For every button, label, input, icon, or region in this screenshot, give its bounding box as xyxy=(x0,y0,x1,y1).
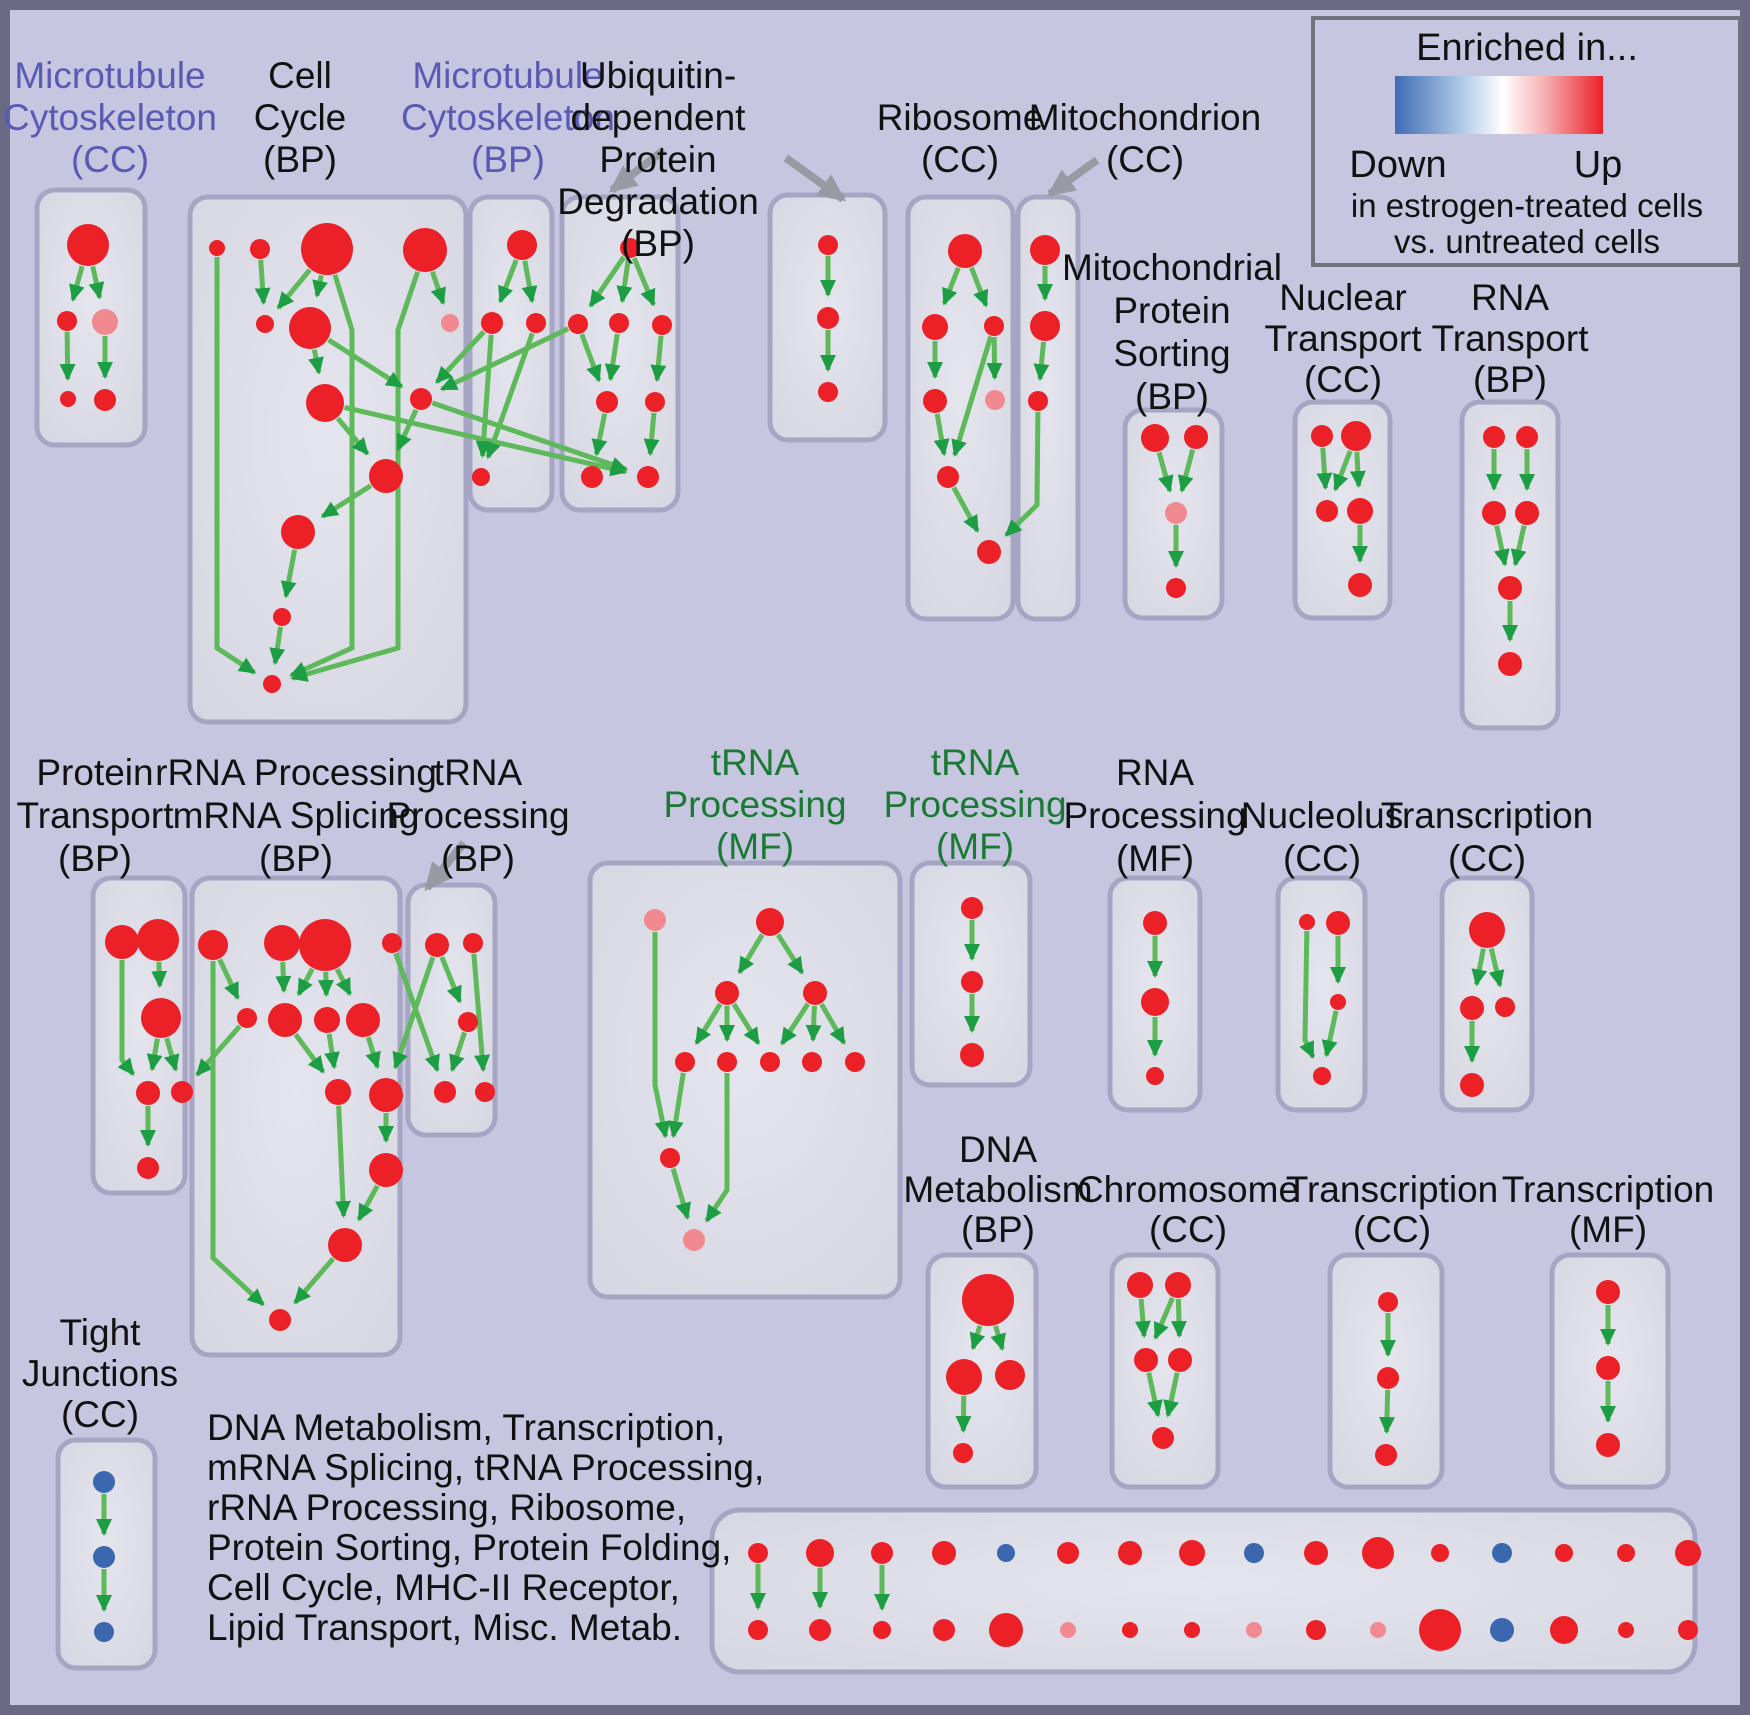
label-rtrans-line1: RNA xyxy=(1470,276,1550,318)
label-mito-line2: (CC) xyxy=(1105,138,1185,180)
grid-node-top-13 xyxy=(1492,1543,1512,1563)
node-nucl-m xyxy=(1330,994,1346,1010)
label-tight-line1: Tight xyxy=(59,1311,141,1353)
label-trnamf1-line1: tRNA xyxy=(710,741,800,783)
grid-node-bottom-8 xyxy=(1184,1622,1200,1638)
legend-subtitle-1: in estrogen-treated cells xyxy=(1350,187,1704,224)
node-trnamf1-b4 xyxy=(802,1052,822,1072)
label-trnabp-line1: tRNA xyxy=(433,751,523,793)
grid-node-top-11 xyxy=(1362,1537,1394,1569)
node-trnabp-b1 xyxy=(434,1081,456,1103)
label-trnabp-line3: (BP) xyxy=(441,837,515,879)
node-rrna-m4 xyxy=(346,1003,380,1037)
node-ubiq1-b2 xyxy=(637,466,659,488)
grid-node-top-8 xyxy=(1179,1540,1205,1566)
grid-node-top-2 xyxy=(806,1539,834,1567)
node-tmf-n1 xyxy=(1596,1280,1620,1304)
edge-trnamf1.m2-trnamf1.b4 xyxy=(813,1006,814,1040)
node-tmf-n2 xyxy=(1596,1356,1620,1380)
label-ubiq-line4: Degradation xyxy=(557,180,759,222)
node-rtrans-t2 xyxy=(1516,426,1538,448)
label-chrom-line1: Chromosome xyxy=(1076,1168,1300,1210)
label-trnamf1-line3: (MF) xyxy=(715,825,795,867)
node-mcc-d xyxy=(60,391,76,407)
node-msort-b xyxy=(1166,578,1186,598)
node-trnamf2-n3 xyxy=(960,1043,984,1067)
node-rtrans-l xyxy=(1498,576,1522,600)
label-tmf-line2: (MF) xyxy=(1568,1208,1648,1250)
label-trnamf2-line3: (MF) xyxy=(935,825,1015,867)
legend xyxy=(1313,18,1740,265)
footer-note-line4: Protein Sorting, Protein Folding, xyxy=(207,1526,732,1568)
node-mcc-e xyxy=(94,389,116,411)
node-mcbp-m2 xyxy=(526,313,546,333)
legend-subtitle-2: vs. untreated cells xyxy=(1394,223,1660,260)
label-msort-line4: (BP) xyxy=(1135,375,1209,417)
grid-node-top-7 xyxy=(1118,1541,1142,1565)
grid-node-top-15 xyxy=(1617,1544,1635,1562)
label-tight-line2: Junctions xyxy=(21,1352,179,1394)
node-ptrans-b xyxy=(137,1157,159,1179)
node-ubiq1-m1 xyxy=(596,391,618,413)
node-ubiq2-n2 xyxy=(817,307,839,329)
label-rrna-line3: (BP) xyxy=(259,837,333,879)
grid-node-bottom-6 xyxy=(1060,1622,1076,1638)
grid-node-bottom-14 xyxy=(1550,1616,1578,1644)
node-rtrans-m1 xyxy=(1482,501,1506,525)
node-cc-t3 xyxy=(301,223,353,275)
node-cc-r3b xyxy=(410,388,432,410)
node-cc-s1 xyxy=(256,315,274,333)
label-msort-line3: Sorting xyxy=(1113,332,1231,374)
node-cc-b xyxy=(263,675,281,693)
node-ntrans-m2 xyxy=(1347,498,1373,524)
node-rproc-n1 xyxy=(1143,911,1167,935)
label-trnabp-line2: Processing xyxy=(386,794,570,836)
edge-mito.m-mito.l xyxy=(1040,342,1043,379)
node-nucl-s xyxy=(1299,914,1315,930)
edge-rrna.t2-rrna.m2 xyxy=(283,962,284,991)
node-trnabp-m xyxy=(458,1012,478,1032)
node-trnamf1-b2 xyxy=(717,1052,737,1072)
node-rrna-t1 xyxy=(198,930,228,960)
label-mcbp-line2: Cytoskeleton xyxy=(401,96,615,138)
edge-cc.t2-cc.s1 xyxy=(261,260,264,303)
node-mcbp-m1 xyxy=(481,312,503,334)
label-rrna-line1: rRNA Processing xyxy=(155,751,437,793)
node-rrna-r3b xyxy=(369,1078,403,1112)
node-ubiq1-b1 xyxy=(581,466,603,488)
label-dnam-line2: Metabolism xyxy=(903,1168,1093,1210)
node-ntrans-b xyxy=(1348,573,1372,597)
node-ribo-l2 xyxy=(937,466,959,488)
node-rrna-t2 xyxy=(264,925,300,961)
node-tight-n1 xyxy=(93,1471,115,1493)
label-msort-line2: Protein xyxy=(1113,289,1231,331)
node-ribo-b xyxy=(977,540,1001,564)
node-cc-t2 xyxy=(250,239,270,259)
edge-mcc.b-mcc.d xyxy=(67,332,68,379)
node-trnamf1-m2 xyxy=(803,981,827,1005)
label-ptrans-line1: Protein xyxy=(36,751,154,793)
node-rrna-r5 xyxy=(328,1228,362,1262)
node-tcc1-m1 xyxy=(1460,996,1484,1020)
node-mcbp-b xyxy=(472,468,490,486)
node-ntrans-m1 xyxy=(1316,500,1338,522)
label-tight-line3: (CC) xyxy=(60,1393,140,1435)
node-rrna-b xyxy=(269,1309,291,1331)
label-ptrans-line2: Transport xyxy=(16,794,174,836)
node-ubiq1-r1 xyxy=(568,314,588,334)
node-trnamf2-n1 xyxy=(961,897,983,919)
grid-node-bottom-9 xyxy=(1246,1622,1262,1638)
node-rtrans-b xyxy=(1498,652,1522,676)
box-cc xyxy=(190,197,466,722)
node-mito-m xyxy=(1030,311,1060,341)
box-rtrans xyxy=(1462,402,1558,728)
legend-gradient-bar xyxy=(1395,76,1603,134)
legend-title: Enriched in... xyxy=(1416,27,1638,69)
node-cc-s2 xyxy=(289,307,331,349)
node-mito-t xyxy=(1030,235,1060,265)
label-tmf-line1: Transcription xyxy=(1501,1168,1715,1210)
node-tcc1-m2 xyxy=(1495,997,1515,1017)
edge-rrna.t3-rrna.m3 xyxy=(326,972,327,995)
label-trnamf2-line1: tRNA xyxy=(930,741,1020,783)
edge-tcc2.n2-tcc2.n3 xyxy=(1387,1390,1388,1432)
node-tcc2-n3 xyxy=(1375,1444,1397,1466)
node-chrom-m2 xyxy=(1168,1348,1192,1372)
node-chrom-t2 xyxy=(1165,1272,1191,1298)
label-ubiq-line1: Ubiquitin- xyxy=(579,54,737,96)
node-ribo-l1 xyxy=(923,389,947,413)
node-trnamf1-b5 xyxy=(845,1052,865,1072)
node-trnamf1-l xyxy=(660,1148,680,1168)
node-trnamf1-b3 xyxy=(760,1052,780,1072)
label-rtrans-line2: Transport xyxy=(1431,317,1589,359)
node-trnamf1-t xyxy=(756,908,784,936)
grid-node-bottom-15 xyxy=(1618,1622,1634,1638)
grid-node-bottom-11 xyxy=(1370,1622,1386,1638)
label-trnamf2-line2: Processing xyxy=(883,783,1067,825)
node-chrom-t1 xyxy=(1127,1272,1153,1298)
label-tcc1-line1: Transcription xyxy=(1380,794,1594,836)
node-ptrans-l2 xyxy=(171,1081,193,1103)
node-trnabp-b2 xyxy=(475,1082,495,1102)
node-ubiq1-r2 xyxy=(609,313,629,333)
label-msort-line1: Mitochondrial xyxy=(1061,246,1283,288)
node-nucl-t xyxy=(1326,911,1350,935)
node-rrna-m1 xyxy=(237,1008,257,1028)
node-ubiq2-n3 xyxy=(818,382,838,402)
footer-note-line6: Lipid Transport, Misc. Metab. xyxy=(207,1606,683,1648)
label-ubiq-line5: (BP) xyxy=(621,222,695,264)
node-msort-p xyxy=(1165,502,1187,524)
grid-node-top-14 xyxy=(1555,1544,1573,1562)
label-mcc-line3: (CC) xyxy=(70,138,150,180)
label-cc-line2: Cycle xyxy=(253,96,347,138)
grid-node-bottom-2 xyxy=(809,1619,831,1641)
grid-node-top-16 xyxy=(1675,1540,1701,1566)
label-ubiq-line2: dependent xyxy=(570,96,746,138)
node-ptrans-t2 xyxy=(137,919,179,961)
node-dnam-b xyxy=(953,1443,973,1463)
label-tcc2-line1: Transcription xyxy=(1285,1168,1499,1210)
node-rrna-t4 xyxy=(382,933,402,953)
label-tcc1-line2: (CC) xyxy=(1447,837,1527,879)
node-nucl-b xyxy=(1313,1067,1331,1085)
node-trnabp-t1 xyxy=(425,933,449,957)
edge-chrom.t1-chrom.m1 xyxy=(1141,1299,1144,1336)
label-ntrans-line2: Transport xyxy=(1264,317,1422,359)
grid-node-top-3 xyxy=(871,1542,893,1564)
node-tmf-n3 xyxy=(1596,1433,1620,1457)
grid-node-bottom-13 xyxy=(1490,1618,1514,1642)
node-chrom-b xyxy=(1152,1427,1174,1449)
node-ptrans-m xyxy=(141,998,181,1038)
label-chrom-line2: (CC) xyxy=(1148,1208,1228,1250)
label-ribo-line2: (CC) xyxy=(920,138,1000,180)
label-dnam-line1: DNA xyxy=(958,1128,1038,1170)
node-ubiq1-m2 xyxy=(645,392,665,412)
node-cc-r6 xyxy=(273,608,291,626)
label-cc-line3: (BP) xyxy=(263,138,337,180)
node-mcbp-t xyxy=(507,230,537,260)
node-tight-n2 xyxy=(93,1546,115,1568)
grid-node-bottom-4 xyxy=(933,1619,955,1641)
node-trnamf1-m1 xyxy=(715,981,739,1005)
label-ntrans-line3: (CC) xyxy=(1303,358,1383,400)
legend-up-label: Up xyxy=(1573,144,1623,186)
footer-note-line5: Cell Cycle, MHC-II Receptor, xyxy=(207,1566,680,1608)
node-cc-r4 xyxy=(369,459,403,493)
node-mcc-b xyxy=(57,311,77,331)
node-rrna-t3 xyxy=(299,919,351,971)
node-ptrans-t1 xyxy=(105,925,139,959)
node-tcc2-n2 xyxy=(1377,1367,1399,1389)
label-dnam-line3: (BP) xyxy=(961,1208,1035,1250)
grid-node-bottom-16 xyxy=(1678,1620,1698,1640)
node-ribo-m1 xyxy=(922,314,948,340)
node-rrna-m2 xyxy=(268,1003,302,1037)
node-msort-t2 xyxy=(1184,425,1208,449)
label-ribo-line1: Ribosome xyxy=(876,96,1044,138)
node-ptrans-l1 xyxy=(136,1081,160,1105)
edge-ntrans.t2-ntrans.m2 xyxy=(1357,452,1359,486)
node-tcc1-b xyxy=(1460,1073,1484,1097)
edge-ntrans.t1-ntrans.m1 xyxy=(1323,448,1326,488)
grid-node-top-10 xyxy=(1304,1541,1328,1565)
node-ubiq2-n1 xyxy=(818,235,838,255)
node-trnamf2-n2 xyxy=(961,971,983,993)
node-tcc1-t xyxy=(1469,912,1505,948)
footer-note-line3: rRNA Processing, Ribosome, xyxy=(207,1486,687,1528)
node-cc-t4 xyxy=(403,228,447,272)
grid-node-bottom-10 xyxy=(1306,1620,1326,1640)
grid-node-top-6 xyxy=(1057,1542,1079,1564)
legend-down-label: Down xyxy=(1349,144,1447,186)
node-tcc2-n1 xyxy=(1378,1292,1398,1312)
node-cc-r5 xyxy=(281,515,315,549)
node-mito-l xyxy=(1028,391,1048,411)
node-ribo-t xyxy=(948,234,982,268)
label-nucl-line2: (CC) xyxy=(1282,837,1362,879)
node-cc-t1 xyxy=(209,240,225,256)
label-ptrans-line3: (BP) xyxy=(58,837,132,879)
label-nucl-line1: Nucleolus xyxy=(1240,794,1404,836)
node-rrna-r4 xyxy=(369,1153,403,1187)
edge-ribo.m2-ribo.p xyxy=(994,337,995,378)
node-cc-p xyxy=(441,314,459,332)
node-ribo-m2 xyxy=(984,316,1004,336)
node-rtrans-t1 xyxy=(1483,426,1505,448)
grid-node-bottom-7 xyxy=(1122,1622,1138,1638)
node-rproc-n3 xyxy=(1146,1067,1164,1085)
grid-node-top-9 xyxy=(1244,1543,1264,1563)
node-msort-t1 xyxy=(1141,424,1169,452)
grid-node-top-1 xyxy=(748,1543,768,1563)
node-ribo-p xyxy=(985,390,1005,410)
label-rproc-line3: (MF) xyxy=(1115,837,1195,879)
label-rrna-line2: mRNA Splicing xyxy=(172,794,420,836)
node-rrna-r3a xyxy=(325,1079,351,1105)
node-ntrans-t1 xyxy=(1311,425,1333,447)
grid-node-bottom-3 xyxy=(873,1621,891,1639)
grid-node-bottom-1 xyxy=(748,1620,768,1640)
footer-note-line1: DNA Metabolism, Transcription, xyxy=(207,1406,726,1448)
box-chrom xyxy=(1112,1255,1218,1487)
node-mcc-a xyxy=(67,224,109,266)
footer-note-line2: mRNA Splicing, tRNA Processing, xyxy=(207,1446,765,1488)
node-ubiq1-r3 xyxy=(652,315,672,335)
grid-node-bottom-5 xyxy=(989,1613,1023,1647)
node-dnam-t xyxy=(962,1274,1014,1326)
node-tight-n3 xyxy=(94,1622,114,1642)
label-cc-line1: Cell xyxy=(268,54,332,96)
label-mito-line1: Mitochondrion xyxy=(1028,96,1262,138)
node-cc-r3a xyxy=(306,384,344,422)
grid-node-top-12 xyxy=(1431,1544,1449,1562)
box-trnamf1 xyxy=(590,863,900,1297)
label-ntrans-line1: Nuclear xyxy=(1279,276,1407,318)
node-trnabp-t2 xyxy=(463,933,483,953)
node-trnamf1-p2 xyxy=(683,1229,705,1251)
node-rproc-n2 xyxy=(1141,988,1169,1016)
node-trnamf1-p1 xyxy=(644,909,666,931)
label-mcc-line1: Microtubule xyxy=(14,54,206,96)
node-dnam-r xyxy=(995,1360,1025,1390)
box-misc-grid xyxy=(712,1510,1695,1672)
node-mcc-c xyxy=(92,309,118,335)
node-ntrans-t2 xyxy=(1341,421,1371,451)
label-tcc2-line2: (CC) xyxy=(1352,1208,1432,1250)
node-chrom-m1 xyxy=(1134,1348,1158,1372)
node-rtrans-m2 xyxy=(1515,501,1539,525)
label-trnamf1-line2: Processing xyxy=(663,783,847,825)
node-rrna-m3 xyxy=(314,1007,340,1033)
label-mcbp-line3: (BP) xyxy=(471,138,545,180)
node-trnamf1-b1 xyxy=(675,1052,695,1072)
label-rproc-line2: Processing xyxy=(1063,794,1247,836)
edge-chrom.t2-chrom.m2 xyxy=(1178,1299,1179,1336)
label-mcc-line2: Cytoskeleton xyxy=(3,96,217,138)
grid-node-bottom-12 xyxy=(1419,1609,1461,1651)
label-rproc-line1: RNA xyxy=(1115,751,1195,793)
label-rtrans-line3: (BP) xyxy=(1473,358,1547,400)
edge-ptrans.t2-ptrans.m xyxy=(159,962,160,986)
node-dnam-l xyxy=(946,1359,982,1395)
label-ubiq-line3: Protein xyxy=(599,138,717,180)
label-mcbp-line1: Microtubule xyxy=(412,54,604,96)
grid-node-top-4 xyxy=(932,1541,956,1565)
grid-node-top-5 xyxy=(997,1544,1015,1562)
